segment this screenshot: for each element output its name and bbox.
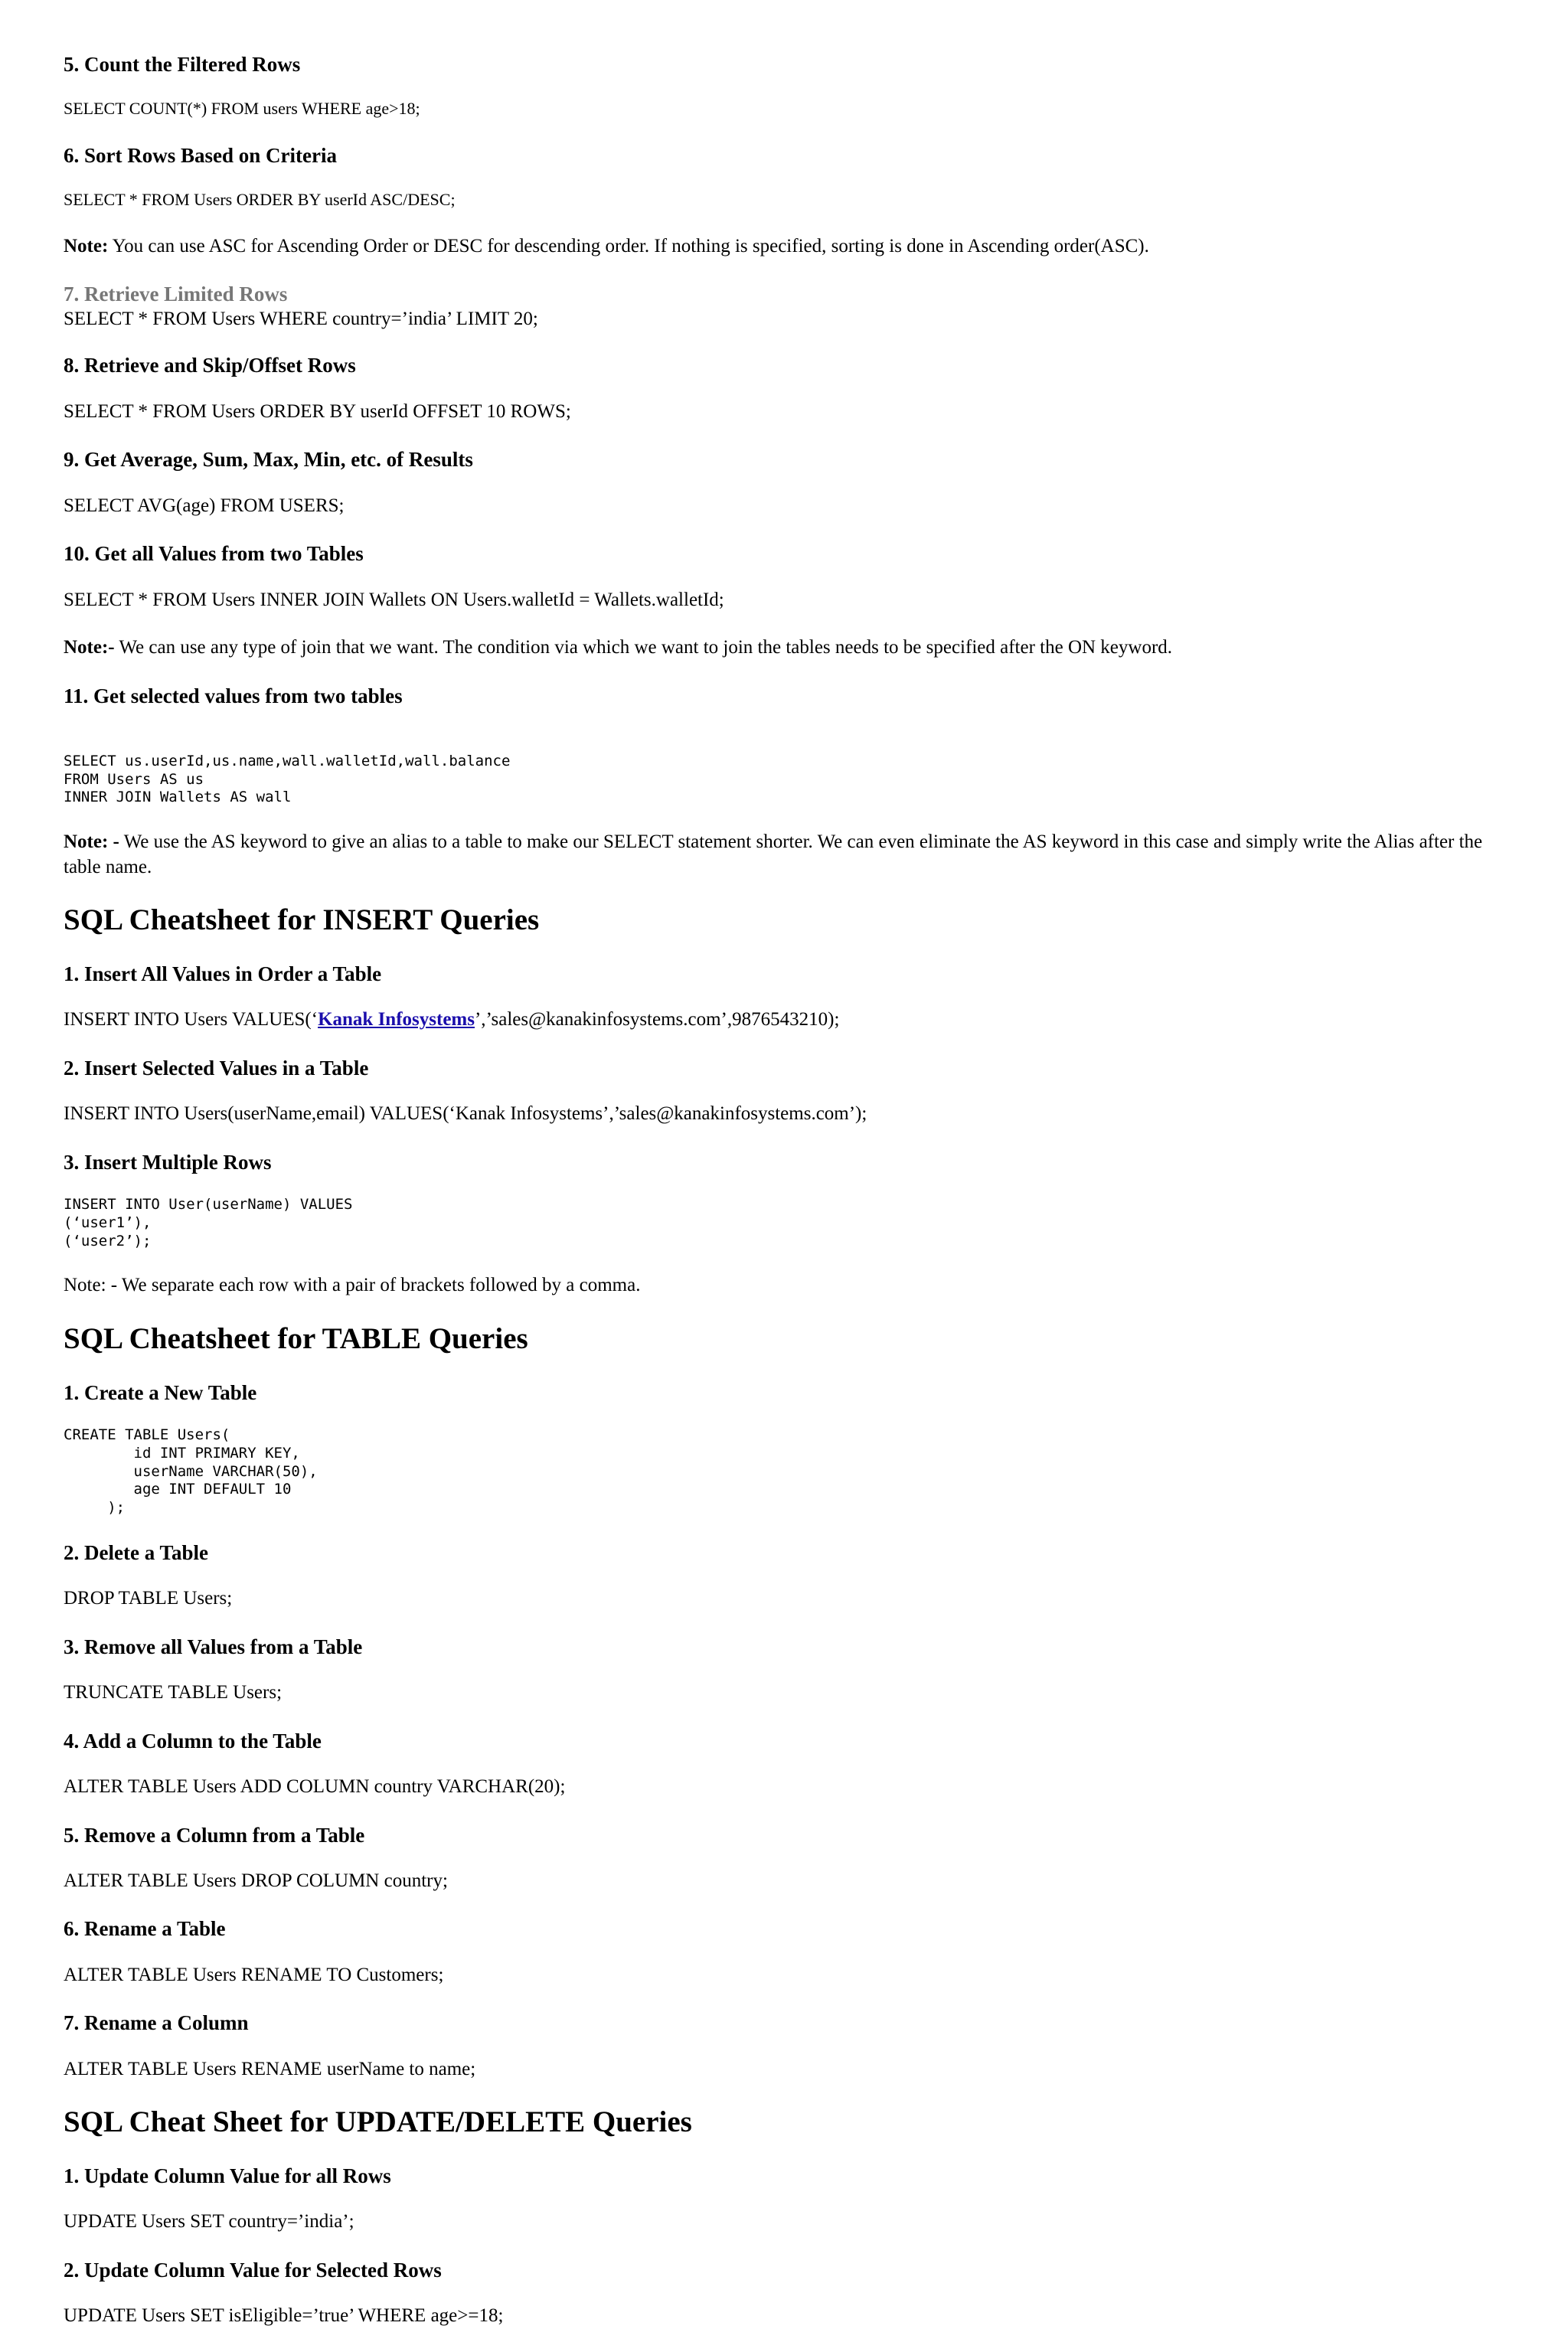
- section-heading: 9. Get Average, Sum, Max, Min, etc. of Results: [64, 448, 473, 472]
- sql-statement: UPDATE Users SET country=’india’;: [64, 2211, 354, 2233]
- sql-statement: ALTER TABLE Users ADD COLUMN country VARCHAR(20);: [64, 1776, 566, 1797]
- sql-statement: TRUNCATE TABLE Users;: [64, 1682, 283, 1703]
- note-paragraph: [64, 234, 1504, 260]
- sql-statement: UPDATE Users SET isEligible=’true’ WHERE age>=18;: [64, 2305, 504, 2327]
- section-heading: 5. Remove a Column from a Table: [64, 1823, 365, 1847]
- note-label: Note:-: [64, 637, 115, 658]
- sql-statement: DROP TABLE Users;: [64, 1588, 233, 1609]
- section-heading: 1. Update Column Value for all Rows: [64, 2164, 391, 2187]
- section-heading: 1. Create a New Table: [64, 1380, 257, 1404]
- section-heading: 4. Add a Column to the Table: [64, 1729, 322, 1752]
- note-paragraph: [64, 635, 1504, 661]
- section-heading: 2. Delete a Table: [64, 1540, 208, 1564]
- sql-statement: ALTER TABLE Users DROP COLUMN country;: [64, 1870, 448, 1891]
- sql-statement: [64, 1008, 1504, 1033]
- section-heading: 11. Get selected values from two tables: [64, 684, 403, 707]
- section-heading: 6. Rename a Table: [64, 1917, 226, 1941]
- sql-statement: SELECT COUNT(*) FROM users WHERE age>18;: [64, 99, 420, 119]
- company-link[interactable]: Kanak Infosystems: [318, 1009, 475, 1031]
- section-heading: 7. Rename a Column: [64, 2011, 249, 2035]
- section-heading: 5. Count the Filtered Rows: [64, 53, 301, 76]
- sql-statement: SELECT * FROM Users INNER JOIN Wallets ON Users.walletId = Wallets.walletId;: [64, 589, 724, 610]
- section-heading: 2. Insert Selected Values in a Table: [64, 1056, 369, 1080]
- category-heading-insert: SQL Cheatsheet for INSERT Queries: [64, 903, 540, 937]
- note-text: We can use any type of join that we want. The condition via which we want to join the tables needs to be specified after the ON keyword.: [114, 637, 1173, 658]
- section-heading: 3. Remove all Values from a Table: [64, 1635, 363, 1658]
- section-heading: 3. Insert Multiple Rows: [64, 1150, 272, 1174]
- section-heading: 6. Sort Rows Based on Criteria: [64, 143, 337, 167]
- note-label: Note: -: [64, 831, 119, 853]
- sql-statement: SELECT * FROM Users WHERE country=’india’ LIMIT 20;: [64, 308, 538, 329]
- code-block: CREATE TABLE Users( id INT PRIMARY KEY, userName VARCHAR(50), age INT DEFAULT 10 );: [64, 1426, 318, 1517]
- note-paragraph: Note: - We separate each row with a pair of brackets followed by a comma.: [64, 1275, 641, 1296]
- note-text: We use the AS keyword to give an alias to a table to make our SELECT statement shorter. We can even eliminate the AS keyword in this case and simply write the Alias after the table name.: [64, 831, 1483, 877]
- section-heading: 1. Insert All Values in Order a Table: [64, 962, 382, 985]
- code-fragment: INSERT INTO Users VALUES(‘: [64, 1009, 318, 1031]
- code-fragment: ’,’sales@kanakinfosystems.com’,9876543210);: [474, 1009, 840, 1031]
- code-block: INSERT INTO User(userName) VALUES (‘user1’), (‘user2’);: [64, 1196, 353, 1249]
- code-block: SELECT us.userId,us.name,wall.walletId,wall.balance FROM Users AS us INNER JOIN Wallets AS wall: [64, 752, 511, 806]
- sql-statement: SELECT * FROM Users ORDER BY userId OFFSET 10 ROWS;: [64, 400, 571, 422]
- sql-statement: ALTER TABLE Users RENAME TO Customers;: [64, 1964, 444, 1985]
- sql-statement: SELECT * FROM Users ORDER BY userId ASC/DESC;: [64, 190, 456, 210]
- category-heading-table: SQL Cheatsheet for TABLE Queries: [64, 1321, 528, 1355]
- sql-statement: SELECT AVG(age) FROM USERS;: [64, 495, 345, 516]
- sql-statement: INSERT INTO Users(userName,email) VALUES(‘Kanak Infosystems’,’sales@kanakinfosystems.com’);: [64, 1103, 867, 1125]
- note-label: Note:: [64, 235, 109, 256]
- note-text: You can use ASC for Ascending Order or DESC for descending order. If nothing is specified, sorting is done in Ascending order(ASC).: [108, 235, 1149, 256]
- category-heading-update: SQL Cheat Sheet for UPDATE/DELETE Queries: [64, 2105, 692, 2139]
- section-heading: 10. Get all Values from two Tables: [64, 542, 364, 566]
- section-heading: 7. Retrieve Limited Rows: [64, 283, 288, 306]
- note-paragraph: [64, 830, 1504, 880]
- section-heading: 8. Retrieve and Skip/Offset Rows: [64, 354, 356, 377]
- sql-statement: ALTER TABLE Users RENAME userName to name;: [64, 2058, 476, 2079]
- section-heading: 2. Update Column Value for Selected Rows: [64, 2258, 442, 2282]
